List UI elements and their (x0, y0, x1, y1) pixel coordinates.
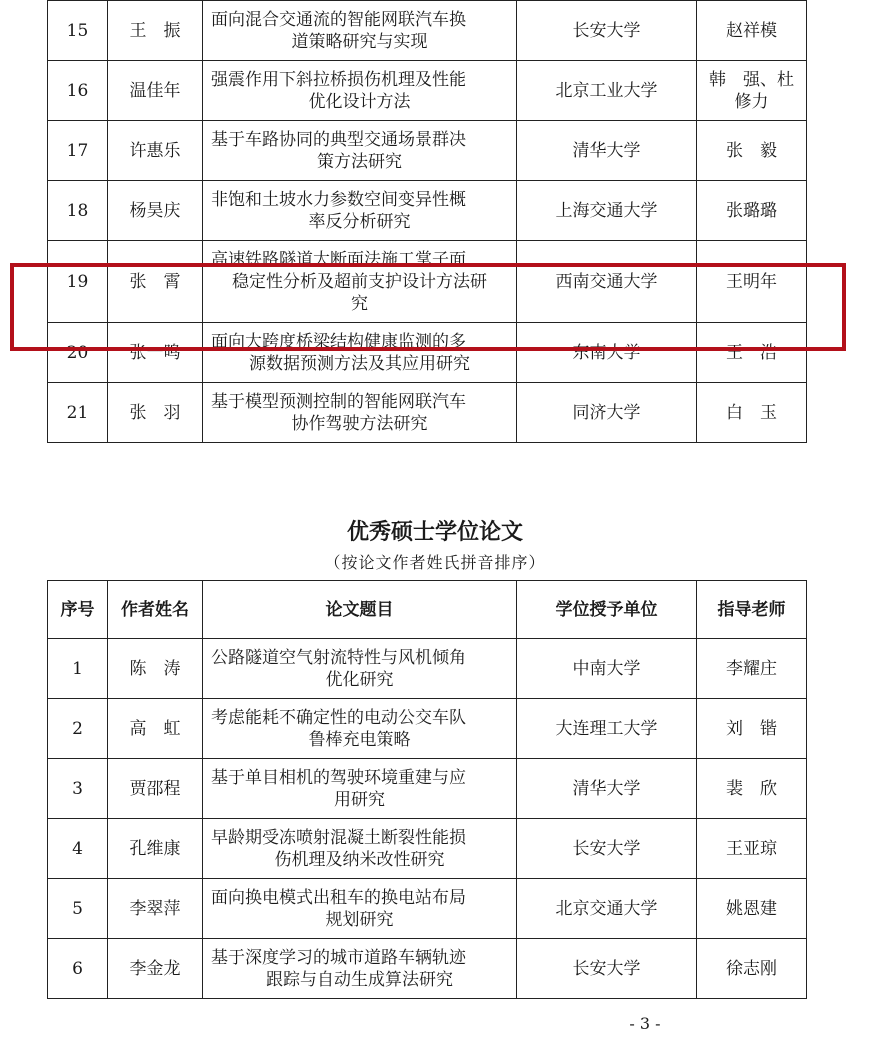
thesis-title-line: 强震作用下斜拉桥损伤机理及性能 (211, 69, 466, 90)
row-number: 20 (48, 323, 108, 383)
row-number: 15 (48, 1, 108, 61)
degree-unit: 长安大学 (517, 819, 697, 879)
thesis-title-line: 跟踪与自动生成算法研究 (266, 969, 453, 990)
thesis-title (203, 699, 517, 759)
thesis-title (203, 61, 517, 121)
thesis-title-line: 率反分析研究 (308, 211, 411, 232)
author-name: 张 霄 (108, 241, 203, 323)
thesis-title-line: 鲁棒充电策略 (308, 729, 411, 750)
advisor-name: 徐志刚 (697, 939, 807, 999)
table-row (48, 639, 807, 699)
thesis-title (203, 759, 517, 819)
section-title: 优秀硕士学位论文 (346, 519, 523, 545)
degree-unit: 中南大学 (517, 639, 697, 699)
degree-unit: 北京工业大学 (517, 61, 697, 121)
author-name: 杨昊庆 (108, 181, 203, 241)
author-name: 李翠萍 (108, 879, 203, 939)
table-row (48, 323, 807, 383)
degree-unit: 长安大学 (517, 1, 697, 61)
advisor-name: 白 玉 (697, 383, 807, 443)
row-number: 2 (48, 699, 108, 759)
row-number: 21 (48, 383, 108, 443)
header-no: 序号 (48, 581, 108, 639)
degree-unit: 上海交通大学 (517, 181, 697, 241)
thesis-title-line: 规划研究 (325, 909, 394, 930)
advisor-name: 韩 强、杜修力 (697, 61, 807, 121)
thesis-title-line: 基于模型预测控制的智能网联汽车 (211, 391, 466, 412)
header-advisor: 指导老师 (697, 581, 807, 639)
thesis-title (203, 1, 517, 61)
thesis-title-line: 究 (351, 293, 368, 314)
degree-unit: 长安大学 (517, 939, 697, 999)
advisor-name: 张 毅 (697, 121, 807, 181)
advisor-name: 王明年 (697, 241, 807, 323)
author-name: 王 振 (108, 1, 203, 61)
author-name: 陈 涛 (108, 639, 203, 699)
author-name: 李金龙 (108, 939, 203, 999)
thesis-title-line: 面向大跨度桥梁结构健康监测的多 (211, 331, 466, 352)
row-number: 18 (48, 181, 108, 241)
row-number: 1 (48, 639, 108, 699)
advisor-name: 王亚琼 (697, 819, 807, 879)
thesis-title-line: 基于单目相机的驾驶环境重建与应 (211, 767, 466, 788)
author-name: 许惠乐 (108, 121, 203, 181)
table-row (48, 759, 807, 819)
thesis-title-line: 伤机理及纳米改性研究 (274, 849, 445, 870)
degree-unit: 清华大学 (517, 759, 697, 819)
advisor-name: 裴 欣 (697, 759, 807, 819)
table-row (48, 241, 807, 323)
row-number: 5 (48, 879, 108, 939)
thesis-title-line: 优化设计方法 (308, 91, 411, 112)
thesis-title (203, 121, 517, 181)
advisor-name: 赵祥模 (697, 1, 807, 61)
table-row (48, 879, 807, 939)
thesis-title (203, 323, 517, 383)
table-row (48, 181, 807, 241)
thesis-title-line: 公路隧道空气射流特性与风机倾角 (211, 647, 466, 668)
thesis-title (203, 879, 517, 939)
author-name: 贾邵程 (108, 759, 203, 819)
thesis-title-line: 基于车路协同的典型交通场景群决 (211, 129, 466, 150)
header-author: 作者姓名 (108, 581, 203, 639)
author-name: 高 虹 (108, 699, 203, 759)
row-number: 16 (48, 61, 108, 121)
advisor-name: 姚恩建 (697, 879, 807, 939)
advisor-name: 张璐璐 (697, 181, 807, 241)
advisor-name: 王 浩 (697, 323, 807, 383)
thesis-title-line: 面向换电模式出租车的换电站布局 (211, 887, 466, 908)
thesis-title (203, 383, 517, 443)
bottom-table (47, 580, 807, 999)
thesis-title-line: 高速铁路隧道大断面法施工掌子面 (211, 249, 466, 270)
row-number: 4 (48, 819, 108, 879)
top-table (47, 0, 807, 443)
row-number: 17 (48, 121, 108, 181)
degree-unit: 东南大学 (517, 323, 697, 383)
thesis-title (203, 241, 517, 323)
thesis-title-line: 早龄期受冻喷射混凝土断裂性能损 (211, 827, 466, 848)
page-number: - 3 - (629, 1014, 661, 1033)
author-name: 温佳年 (108, 61, 203, 121)
author-name: 张一鸣 (108, 323, 203, 383)
row-number: 19 (48, 241, 108, 323)
thesis-title (203, 181, 517, 241)
thesis-title-line: 用研究 (334, 789, 385, 810)
table-row (48, 819, 807, 879)
thesis-title (203, 639, 517, 699)
row-number: 6 (48, 939, 108, 999)
thesis-title-line: 策方法研究 (317, 151, 402, 172)
thesis-title (203, 819, 517, 879)
thesis-title-line: 优化研究 (325, 669, 394, 690)
degree-unit: 同济大学 (517, 383, 697, 443)
table-row (48, 939, 807, 999)
table-row (48, 61, 807, 121)
advisor-name: 李耀庄 (697, 639, 807, 699)
table-row (48, 1, 807, 61)
thesis-title-line: 协作驾驶方法研究 (291, 413, 428, 434)
section-subtitle: （按论文作者姓氏拼音排序） (324, 553, 546, 572)
degree-unit: 西南交通大学 (517, 241, 697, 323)
thesis-title-line: 非饱和土坡水力参数空间变异性概 (211, 189, 466, 210)
thesis-title-line: 稳定性分析及超前支护设计方法研 (232, 271, 487, 292)
header-unit: 学位授予单位 (517, 581, 697, 639)
thesis-title (203, 939, 517, 999)
advisor-name: 刘 锴 (697, 699, 807, 759)
degree-unit: 北京交通大学 (517, 879, 697, 939)
table-row (48, 121, 807, 181)
table-row (48, 699, 807, 759)
table-header-row (48, 581, 807, 639)
thesis-title-line: 道策略研究与实现 (291, 31, 428, 52)
header-title: 论文题目 (203, 581, 517, 639)
degree-unit: 大连理工大学 (517, 699, 697, 759)
author-name: 孔维康 (108, 819, 203, 879)
thesis-title-line: 基于深度学习的城市道路车辆轨迹 (211, 947, 466, 968)
row-number: 3 (48, 759, 108, 819)
author-name: 张 羽 (108, 383, 203, 443)
degree-unit: 清华大学 (517, 121, 697, 181)
thesis-title-line: 源数据预测方法及其应用研究 (249, 353, 470, 374)
table-row (48, 383, 807, 443)
thesis-title-line: 考虑能耗不确定性的电动公交车队 (211, 707, 466, 728)
thesis-title-line: 面向混合交通流的智能网联汽车换 (211, 9, 466, 30)
